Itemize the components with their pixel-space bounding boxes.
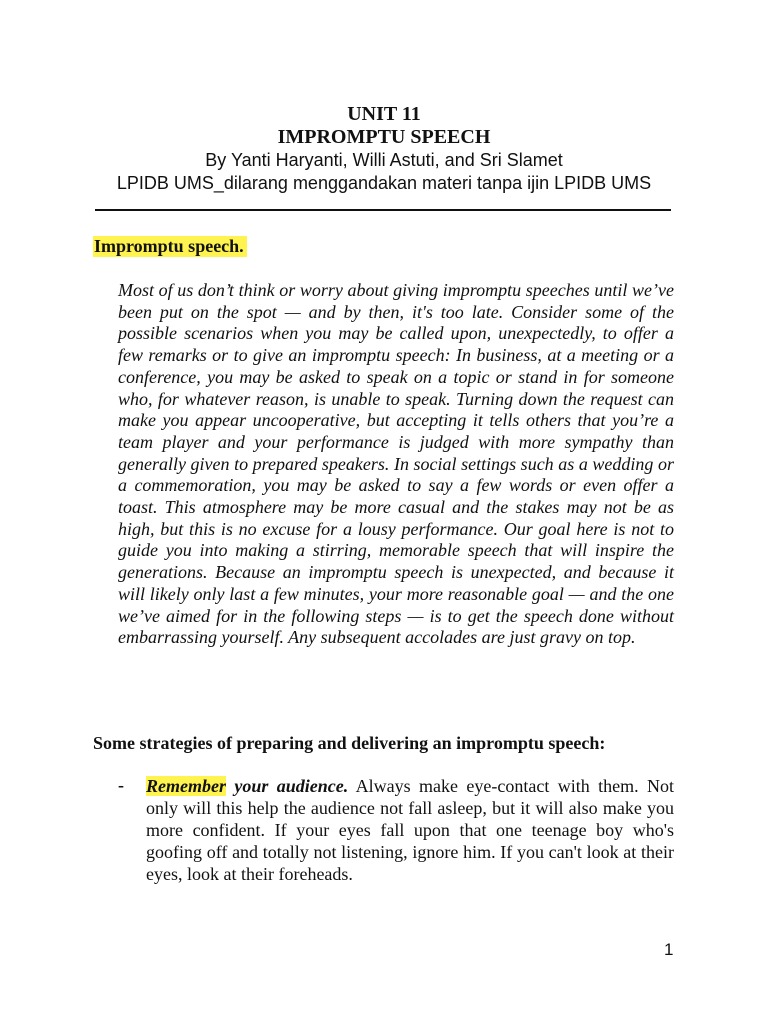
list-item [146,775,674,885]
header-divider [95,209,671,211]
intro-paragraph: Most of us don’t think or worry about giving impromptu speeches until we’ve been put on the spot — and by then, it's too late. Consider some of the possible scenarios when you may be called upon, unexpectedly, to offer a few remarks or to give an impromptu speech: In business, at a meeting or a conference, you may be asked to speak on a topic or stand in for someone who, for whatever reason, is unable to speak. Turning down the request can make you appear uncooperative, but accepting it tells others that you’re a team player and your performance is judged with more sympathy than generally given to prepared speakers. In social settings such as a wedding or a commemoration, you may be asked to say a few words or even offer a toast. This atmosphere may be more casual and the stakes may not be as high, but this is no excuse for a lousy performance. Our goal here is not to guide you into making a stirring, memorable speech that will inspire the generations. Because an impromptu speech is unexpected, and because it will likely only last a few minutes, your more reasonable goal — and the one we’ve aimed for in the following steps — is to get the speech done without embarrassing yourself. Any subsequent accolades are just gravy on top. [118,280,674,648]
item-emphasis: your audience. [225,776,349,796]
item-text: Always make eye-contact with them. Not only will this help the audience not fall asleep, but it will also make you more confident. If your eyes fall upon that one teenage boy who's goofing off and totally not listening, ignore him. If you can't look at their eyes, look at their foreheads. [146,776,674,884]
bullet-marker: - [118,775,124,795]
copyright-notice: LPIDB UMS_dilarang menggandakan materi tanpa ijin LPIDB UMS [116,173,652,193]
highlighted-keyword: Remember [146,776,226,796]
page-number: 1 [664,940,674,959]
section-heading: Impromptu speech. [93,236,247,257]
author-byline: By Yanti Haryanti, Willi Astuti, and Sri Slamet [205,150,563,170]
page-title: IMPROMPTU SPEECH [277,126,491,148]
strategies-heading: Some strategies of preparing and delivering an impromptu speech: [93,733,606,753]
unit-number: UNIT 11 [347,103,421,125]
